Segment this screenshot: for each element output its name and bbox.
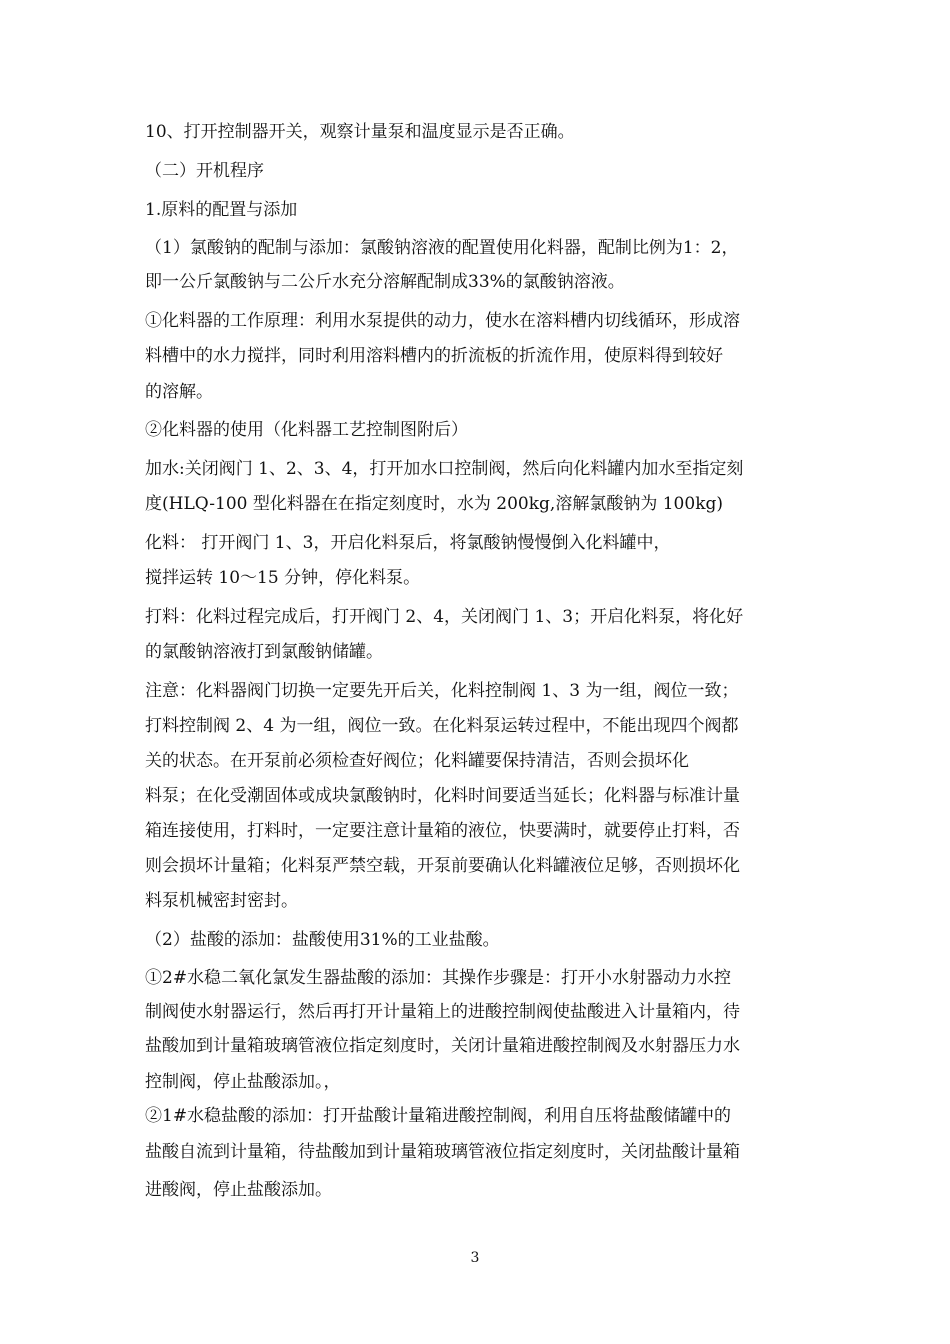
text-line: 料槽中的水力搅拌，同时利用溶料槽内的折流板的折流作用，使原料得到较好	[145, 346, 723, 366]
text-line: 制阀使水射器运行，然后再打开计量箱上的进酸控制阀使盐酸进入计量箱内，待	[145, 1002, 740, 1022]
text-line: ①2#水稳二氧化氯发生器盐酸的添加：其操作步骤是：打开小水射器动力水控	[145, 968, 732, 988]
text-line: 度(HLQ-100 型化料器在在指定刻度时，水为 200kg,溶解氯酸钠为 100kg)	[145, 494, 724, 514]
text-line: 注意：化料器阀门切换一定要先开后关，化料控制阀 1、3 为一组，阀位一致；	[145, 681, 739, 701]
text-line: 控制阀，停止盐酸添加。，	[145, 1072, 341, 1092]
text-line: （二）开机程序	[145, 161, 264, 181]
page-number: 3	[470, 1250, 480, 1266]
text-line: 则会损坏计量箱；化料泵严禁空载，开泵前要确认化料罐液位足够，否则损坏化	[145, 856, 740, 876]
text-line: ②化料器的使用（化料器工艺控制图附后）	[145, 420, 468, 440]
text-line: （1）氯酸钠的配制与添加：氯酸钠溶液的配置使用化料器，配制比例为1：2，	[145, 238, 739, 258]
text-line: 搅拌运转 10～15 分钟，停化料泵。	[145, 568, 421, 588]
text-line: 打料控制阀 2、4 为一组，阀位一致。在化料泵运转过程中，不能出现四个阀都	[145, 716, 739, 736]
text-line: 1.原料的配置与添加	[145, 200, 298, 220]
text-line: （2）盐酸的添加：盐酸使用31%的工业盐酸。	[145, 930, 500, 950]
text-line: 10、打开控制器开关，观察计量泵和温度显示是否正确。	[145, 122, 575, 142]
text-line: 关的状态。在开泵前必须检查好阀位；化料罐要保持清洁，否则会损坏化	[145, 751, 689, 771]
text-line: 箱连接使用，打料时，一定要注意计量箱的液位，快要满时，就要停止打料，否	[145, 821, 740, 841]
text-line: 即一公斤氯酸钠与二公斤水充分溶解配制成33%的氯酸钠溶液。	[145, 272, 625, 292]
text-line: 化料： 打开阀门 1、3，开启化料泵后，将氯酸钠慢慢倒入化料罐中，	[145, 533, 671, 553]
text-line: 的氯酸钠溶液打到氯酸钠储罐。	[145, 642, 383, 662]
text-line: ②1#水稳盐酸的添加：打开盐酸计量箱进酸控制阀，利用自压将盐酸储罐中的	[145, 1106, 732, 1126]
text-line: 料泵机械密封密封。	[145, 891, 298, 911]
text-line: 进酸阀，停止盐酸添加。	[145, 1180, 332, 1200]
text-line: 盐酸加到计量箱玻璃管液位指定刻度时，关闭计量箱进酸控制阀及水射器压力水	[145, 1036, 740, 1056]
text-line: 盐酸自流到计量箱，待盐酸加到计量箱玻璃管液位指定刻度时，关闭盐酸计量箱	[145, 1142, 740, 1162]
text-line: 料泵；在化受潮固体或成块氯酸钠时，化料时间要适当延长；化料器与标准计量	[145, 786, 740, 806]
text-line: 打料：化料过程完成后，打开阀门 2、4，关闭阀门 1、3；开启化料泵，将化好	[145, 607, 744, 627]
text-line: 的溶解。	[145, 382, 213, 402]
text-line: 加水:关闭阀门 1、2、3、4，打开加水口控制阀，然后向化料罐内加水至指定刻	[145, 459, 744, 479]
text-line: ①化料器的工作原理：利用水泵提供的动力，使水在溶料槽内切线循环，形成溶	[145, 311, 740, 331]
